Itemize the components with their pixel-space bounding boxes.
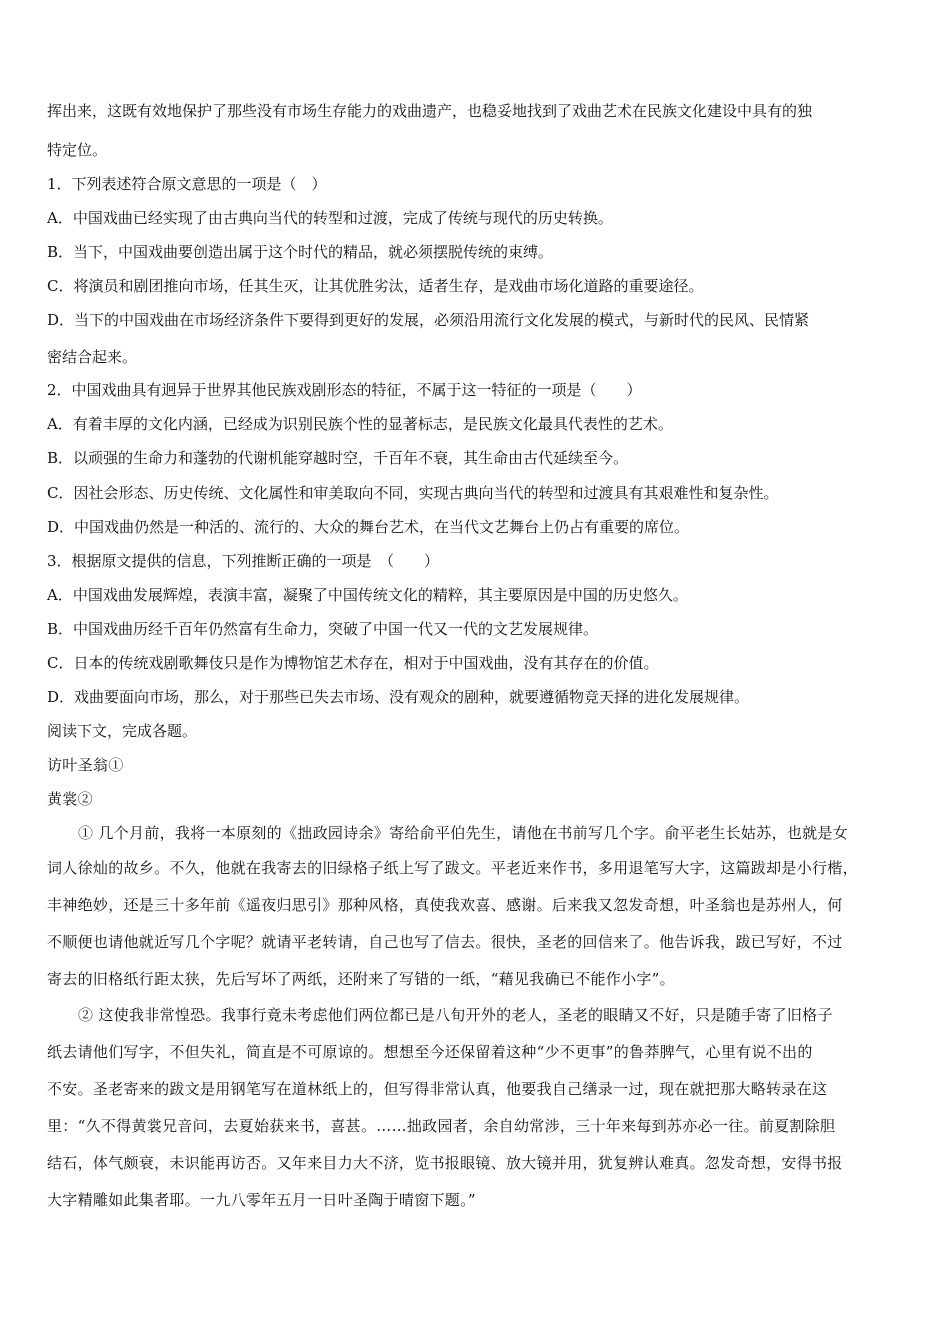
question-3-stem: 3．根据原文提供的信息，下列推断正确的一项是 （ ） bbox=[47, 552, 440, 570]
question-1-option-d-cont: 密结合起来。 bbox=[47, 348, 138, 366]
paragraph-2-line: 纸去请他们写字，不但失礼，简直是不可原谅的。想想至今还保留着这种“少不更事”的鲁莽脾气，心里有说不出的 bbox=[47, 1043, 813, 1061]
question-2-option-b: B．以顽强的生命力和蓬勃的代谢机能穿越时空，千百年不衰，其生命由古代延续至今。 bbox=[47, 449, 629, 467]
reading-title: 访叶圣翁① bbox=[47, 756, 124, 774]
paragraph-1-line: 丰神绝妙，还是三十多年前《遥夜归思引》那种风格，真使我欢喜、感谢。后来我又忽发奇想，叶圣翁也是苏州人，何 bbox=[47, 896, 843, 914]
paragraph-2-line: ② 这使我非常惶恐。我事行竟未考虑他们两位都已是八旬开外的老人，圣老的眼睛又不好，只是随手寄了旧格子 bbox=[78, 1006, 833, 1024]
question-2-option-c: C．因社会形态、历史传统、文化属性和审美取向不同，实现古典向当代的转型和过渡具有其艰难性和复杂性。 bbox=[47, 484, 779, 502]
question-1-option-a: A．中国戏曲已经实现了由古典向当代的转型和过渡，完成了传统与现代的历史转换。 bbox=[47, 209, 613, 227]
paragraph-1-line: 词人徐灿的故乡。不久，他就在我寄去的旧绿格子纸上写了跋文。平老近来作书，多用退笔写大字，这篇跋却是小行楷， bbox=[47, 859, 858, 877]
reading-instruction: 阅读下文，完成各题。 bbox=[47, 722, 198, 740]
question-1-stem: 1．下列表述符合原文意思的一项是（ ） bbox=[47, 175, 327, 193]
intro-line: 挥出来，这既有效地保护了那些没有市场生存能力的戏曲遗产，也稳妥地找到了戏曲艺术在民族文化建设中具有的独 bbox=[47, 102, 813, 120]
intro-line: 特定位。 bbox=[47, 141, 108, 159]
paragraph-2-line: 结石，体气颇衰，未识能再访否。又年来目力大不济，览书报眼镜、放大镜并用，犹复辨认难真。忽发奇想，安得书报 bbox=[47, 1154, 843, 1172]
question-1-option-c: C．将演员和剧团推向市场，任其生灭，让其优胜劣汰，适者生存，是戏曲市场化道路的重要途径。 bbox=[47, 277, 704, 295]
reading-author: 黄裳② bbox=[47, 790, 93, 808]
question-3-option-a: A．中国戏曲发展辉煌，表演丰富，凝聚了中国传统文化的精粹，其主要原因是中国的历史悠久。 bbox=[47, 586, 688, 604]
question-2-stem: 2．中国戏曲具有迥异于世界其他民族戏剧形态的特征，不属于这一特征的一项是（ ） bbox=[47, 381, 642, 399]
question-1-option-b: B．当下，中国戏曲要创造出属于这个时代的精品，就必须摆脱传统的束缚。 bbox=[47, 243, 554, 261]
question-2-option-d: D．中国戏曲仍然是一种活的、流行的、大众的舞台艺术，在当代文艺舞台上仍占有重要的席位。 bbox=[47, 518, 690, 536]
question-1-option-d: D．当下的中国戏曲在市场经济条件下要得到更好的发展，必须沿用流行文化发展的模式，与新时代的民风、民情紧 bbox=[47, 311, 810, 329]
paragraph-1-line: 寄去的旧格纸行距太狭，先后写坏了两纸，还附来了写错的一纸，“藉见我确已不能作小字”。 bbox=[47, 970, 675, 988]
question-2-option-a: A．有着丰厚的文化内涵，已经成为识别民族个性的显著标志，是民族文化最具代表性的艺术。 bbox=[47, 415, 673, 433]
question-3-option-c: C．日本的传统戏剧歌舞伎只是作为博物馆艺术存在，相对于中国戏曲，没有其存在的价值。 bbox=[47, 654, 659, 672]
question-3-option-d: D．戏曲要面向市场，那么，对于那些已失去市场、没有观众的剧种，就要遵循物竞天择的进化发展规律。 bbox=[47, 688, 750, 706]
paragraph-2-line: 里：“久不得黄裳兄音问，去夏始获来书，喜甚。……拙政园者，余自幼常涉，三十年来每到苏亦必一往。前夏割除胆 bbox=[47, 1117, 836, 1135]
paragraph-2-line: 大字精雕如此集者耶。一九八零年五月一日叶圣陶于晴窗下题。” bbox=[47, 1191, 476, 1209]
paragraph-2-line: 不安。圣老寄来的跋文是用钢笔写在道林纸上的，但写得非常认真，他要我自己缮录一过，现在就把那大略转录在这 bbox=[47, 1080, 828, 1098]
paragraph-1-line: 不顺便也请他就近写几个字呢？就请平老转请，自己也写了信去。很快，圣老的回信来了。他告诉我，跋已写好，不过 bbox=[47, 933, 843, 951]
paragraph-1-line: ① 几个月前，我将一本原刻的《拙政园诗余》寄给俞平伯先生，请他在书前写几个字。俞平老生长姑苏，也就是女 bbox=[78, 824, 849, 842]
question-3-option-b: B．中国戏曲历经千百年仍然富有生命力，突破了中国一代又一代的文艺发展规律。 bbox=[47, 620, 599, 638]
